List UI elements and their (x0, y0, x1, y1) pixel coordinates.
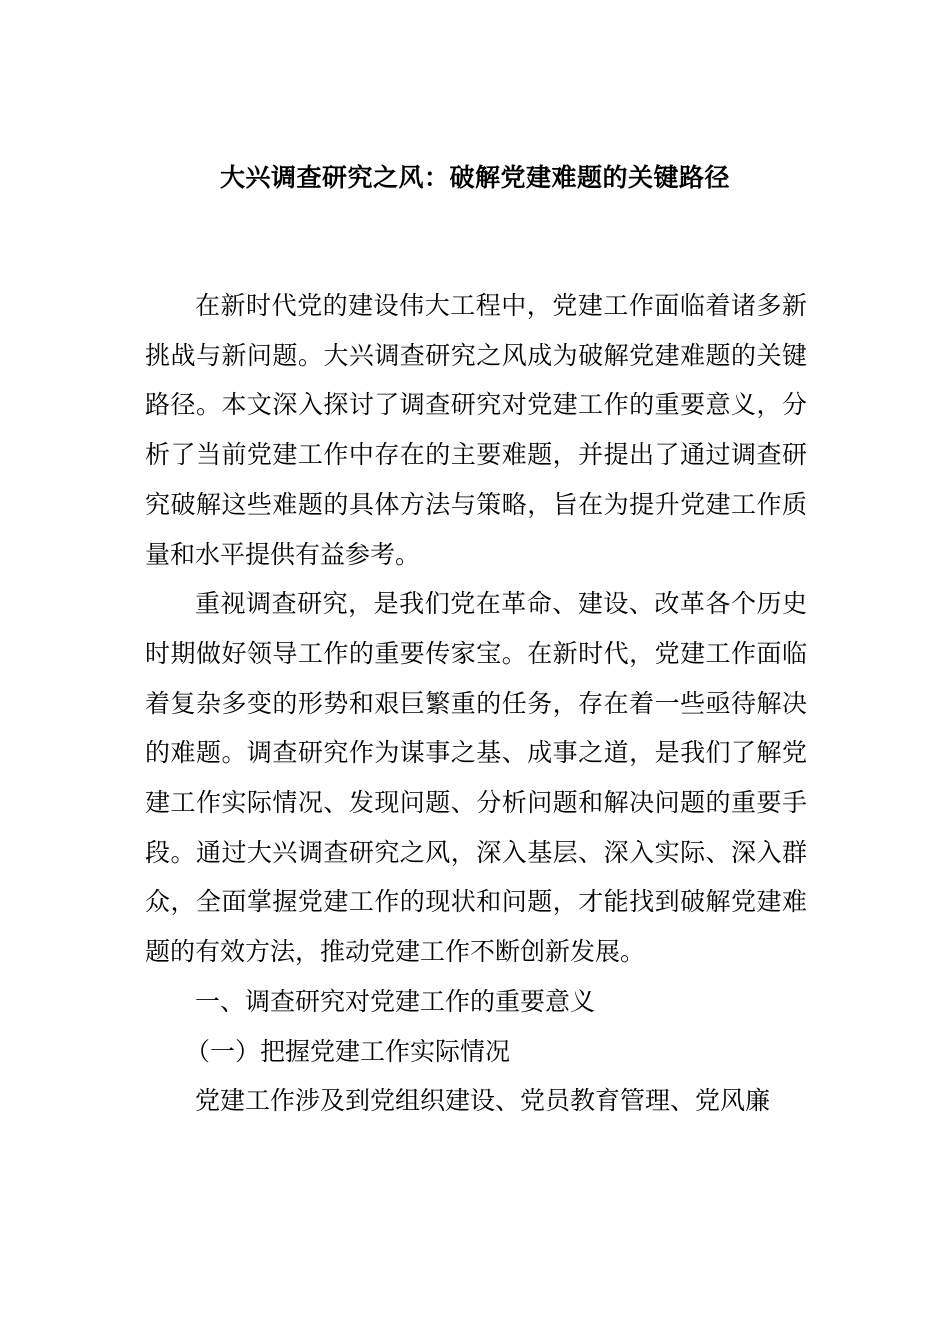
document-title: 大兴调查研究之风：破解党建难题的关键路径 (219, 163, 730, 192)
document-body (145, 281, 807, 1126)
section-heading: 一、调查研究对党建工作的重要意义 (195, 986, 596, 1016)
paragraph-partial: 党建工作涉及到党组织建设、党员教育管理、党风廉 (195, 1086, 771, 1116)
paragraph-abstract: 在新时代党的建设伟大工程中，党建工作面临着诸多新挑战与新问题。大兴调查研究之风成为破解党建难题的关键路径。本文深入探讨了调查研究对党建工作的重要意义，分析了当前党建工作中存在的主要难题，并提出了通过调查研究破解这些难题的具体方法与策略，旨在为提升党建工作质量和水平提供有益参考。 (145, 291, 807, 569)
paragraph-introduction: 重视调查研究，是我们党在革命、建设、改革各个历史时期做好领导工作的重要传家宝。在新时代，党建工作面临着复杂多变的形势和艰巨繁重的任务，存在着一些亟待解决的难题。调查研究作为谋事之基、成事之道，是我们了解党建工作实际情况、发现问题、分析问题和解决问题的重要手段。通过大兴调查研究之风，深入基层、深入实际、深入群众，全面掌握党建工作的现状和问题，才能找到破解党建难题的有效方法，推动党建工作不断创新发展。 (145, 589, 807, 967)
subsection-heading: （一）把握党建工作实际情况 (185, 1036, 511, 1066)
